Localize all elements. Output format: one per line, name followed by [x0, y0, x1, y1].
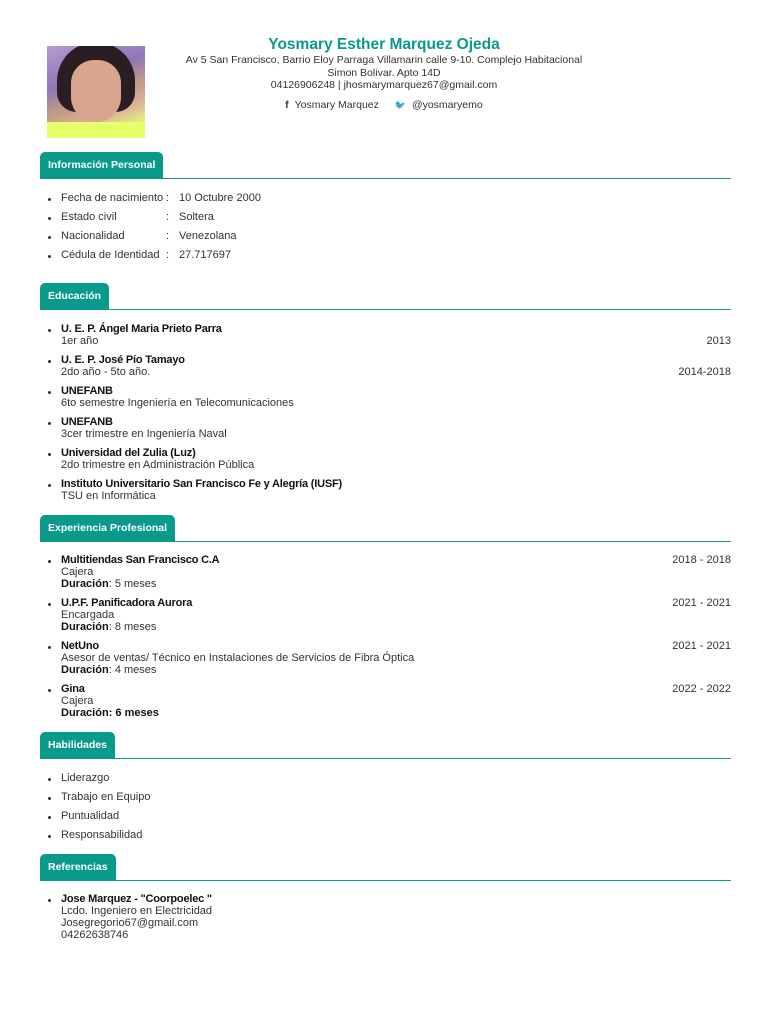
section-title: Información Personal [40, 152, 163, 178]
list-item: Universidad del Zulia (Luz) 2do trimestre en Administración Pública [40, 447, 731, 471]
contact-separator: | [335, 79, 344, 91]
social-links [150, 99, 618, 112]
list-item: Multitiendas San Francisco C.A 2018 - 2018 Cajera Duración: 5 meses [40, 554, 731, 590]
list-item: NetUno 2021 - 2021 Asesor de ventas/ Técnico en Instalaciones de Servicios de Fibra Óptica Duración: 4 meses [40, 640, 731, 676]
address-line-1: Av 5 San Francisco, Barrio Eloy Parraga Villamarin calle 9-10. Complejo Habitacional [185, 54, 583, 66]
phone: 04126906248 [270, 79, 336, 91]
address-line-2: Simon Bolivar. Apto 14D [327, 66, 441, 79]
section-title: Referencias [40, 854, 116, 880]
list-item: Nacionalidad : Venezolana [40, 230, 731, 249]
section-experience [40, 514, 731, 726]
references-list [40, 893, 731, 941]
list-item: Liderazgo [40, 772, 731, 791]
email: jhosmarymarquez67@gmail.com [343, 79, 498, 91]
profile-photo [47, 46, 145, 138]
section-title: Experiencia Profesional [40, 515, 175, 541]
list-item: U.P.F. Panificadora Aurora 2021 - 2021 Encargada Duración: 8 meses [40, 597, 731, 633]
list-item: UNEFANB 6to semestre Ingeniería en Telecomunicaciones [40, 385, 731, 409]
twitter-icon: 🐦 [394, 99, 406, 110]
list-item: Estado civil : Soltera [40, 211, 731, 230]
section-title: Educación [40, 283, 109, 309]
header [150, 36, 618, 112]
facebook-icon: f [285, 99, 289, 111]
section-education [40, 282, 731, 509]
list-item: U. E. P. Ángel Maria Prieto Parra 1er año 2013 [40, 323, 731, 347]
person-name: Yosmary Esther Marquez Ojeda [268, 36, 500, 53]
experience-list [40, 554, 731, 719]
section-references [40, 853, 731, 941]
list-item: Puntualidad [40, 810, 731, 829]
section-title: Habilidades [40, 732, 115, 758]
list-item: Trabajo en Equipo [40, 791, 731, 810]
list-item: Cédula de Identidad : 27.717697 [40, 249, 731, 268]
list-item: Responsabilidad [40, 829, 731, 848]
list-item: Fecha de nacimiento : 10 Octubre 2000 [40, 192, 731, 211]
list-item: U. E. P. José Pío Tamayo 2do año - 5to año. 2014-2018 [40, 354, 731, 378]
list-item: Jose Marquez - "Coorpoelec " Lcdo. Ingeniero en Electricidad Josegregorio67@gmail.com 04262638746 [40, 893, 731, 941]
list-item: UNEFANB 3cer trimestre en Ingeniería Naval [40, 416, 731, 440]
section-skills [40, 731, 731, 848]
facebook-link[interactable]: Yosmary Marquez [294, 98, 379, 111]
contact-line [150, 79, 618, 92]
personal-list [40, 192, 731, 268]
section-personal [40, 151, 731, 268]
twitter-link[interactable]: @yosmaryemo [411, 98, 483, 111]
skills-list [40, 772, 731, 848]
list-item: Instituto Universitario San Francisco Fe y Alegría (IUSF) TSU en Informática [40, 478, 731, 502]
education-list [40, 323, 731, 502]
list-item: Gina 2022 - 2022 Cajera Duración: 6 meses [40, 683, 731, 719]
